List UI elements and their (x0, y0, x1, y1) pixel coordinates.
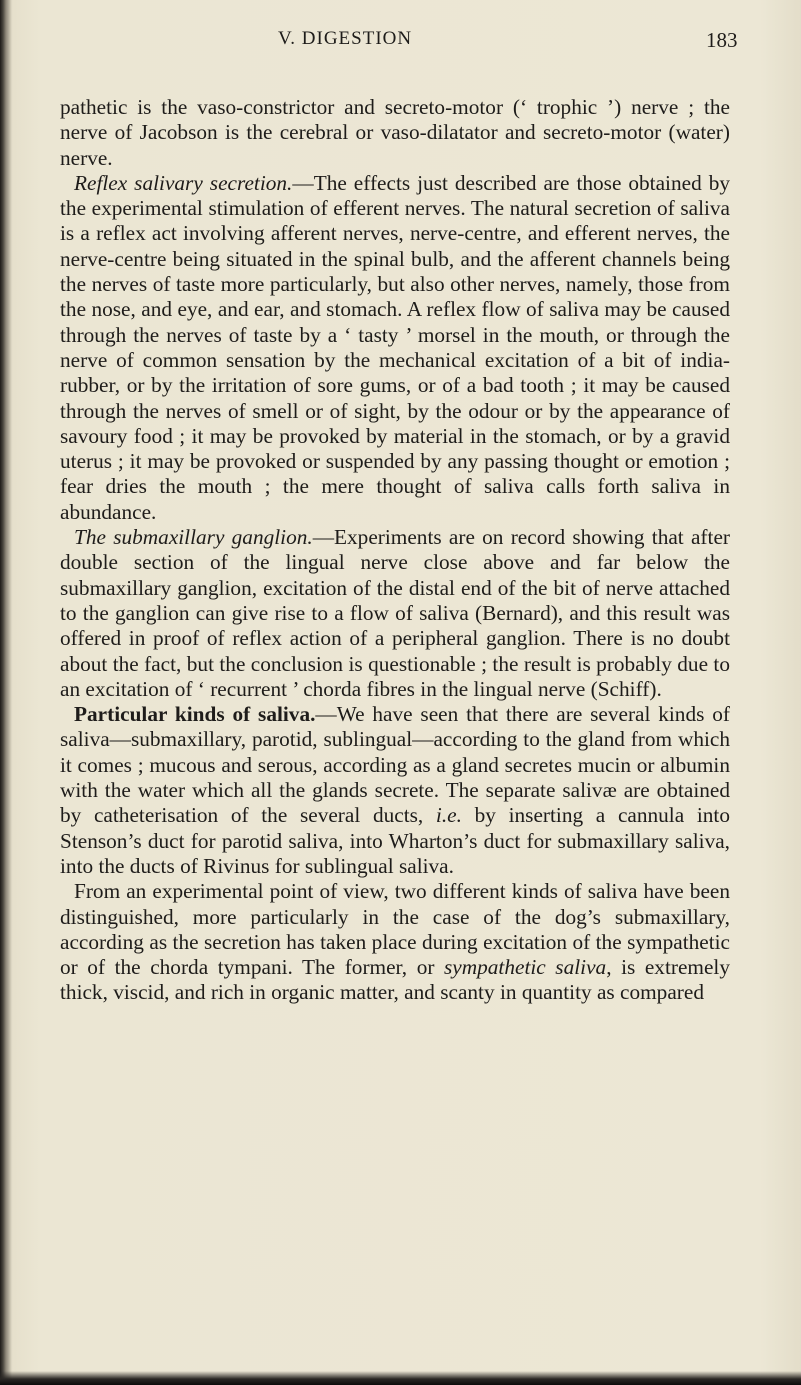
section-heading: The submaxillary ganglion. (74, 525, 313, 550)
paragraph-experimental-kinds (60, 879, 730, 1005)
paragraph-text: , is extremely thick, viscid, and rich in organic matter, and scanty in quantity as compared (60, 955, 731, 1005)
paragraph-particular-kinds-of-saliva (60, 702, 730, 879)
paragraph-submaxillary-ganglion (60, 525, 730, 702)
page-number: 183 (706, 28, 738, 52)
abbreviation-ie: i.e. (435, 803, 462, 828)
running-title: V. DIGESTION (278, 28, 413, 49)
page-header (0, 20, 801, 60)
emphasis-term: sympathetic saliva (444, 955, 607, 980)
paragraph-reflex-salivary-secretion (60, 171, 730, 525)
section-heading: Reflex salivary secretion. (74, 170, 293, 195)
paragraph-text: —The effects just described are those obtained by the experimental stimulation of efferent nerves. The natural secretion of saliva is a reflex act involving afferent nerves, nerve-centre, and efferent nerves, the nerve-centre being situated in the spinal bulb, and the afferent channels being the nerves of taste more particularly, but also other nerves, namely, those from the nose, and eye, and ear, and stomach. A reflex flow of saliva may be caused through the nerves of taste by a ‘ tasty ’ morsel in the mouth, or through the nerve of common sensation by the mechanical excitation of a bit of india-rubber, or by the irritation of sore gums, or of a bad tooth ; it may be caused through the nerves of smell or of sight, by the odour or by the appearance of savoury food ; it may be provoked by material in the stomach, or by a gravid uterus ; it may be provoked or suspended by any passing thought or emotion ; fear dries the mouth ; the mere thought of saliva calls forth saliva in abundance. (60, 170, 730, 524)
paragraph-text: From an experimental point of view, two different kinds of saliva have been distinguished, more particularly in the case of the dog’s submaxillary, according as the secretion has taken place during excitation of the sympathetic or of the chorda tympani. The former, or (60, 879, 730, 980)
paragraph-text: —We have seen that there are several kinds of saliva—submaxillary, parotid, sublingual—according to the gland from which it comes ; mucous and serous, according as a gland secretes mucin or albumin with the water which all the glands secrete. The separate salivæ are obtained by catheterisation of the several ducts, (60, 702, 730, 828)
body-text (60, 95, 730, 1006)
paragraph-continuation (60, 95, 730, 171)
paragraph-text: —Experiments are on record showing that after double section of the lingual nerve close above and far below the submaxillary ganglion, excitation of the distal end of the bit of nerve attached to the ganglion can give rise to a flow of saliva (Bernard), and this result was offered in proof of reflex action of a peripheral ganglion. There is no doubt about the fact, but the conclusion is questionable ; the result is probably due to an excitation of ‘ recurrent ’ chorda fibres in the lingual nerve (Schiff). (60, 525, 730, 701)
paragraph-text: by inserting a cannula into Stenson’s duct for parotid saliva, into Wharton’s duct for submaxillary saliva, into the ducts of Rivinus for sublingual saliva. (60, 803, 730, 878)
section-heading: Particular kinds of saliva. (74, 702, 316, 727)
page-bottom-edge (0, 1371, 801, 1385)
page-binding-edge (0, 0, 12, 1385)
paragraph-text: pathetic is the vaso-constrictor and secreto-motor (‘ trophic ’) nerve ; the nerve of Jacobson is the cerebral or vaso-dilatator and secreto-motor (water) nerve. (60, 95, 730, 170)
